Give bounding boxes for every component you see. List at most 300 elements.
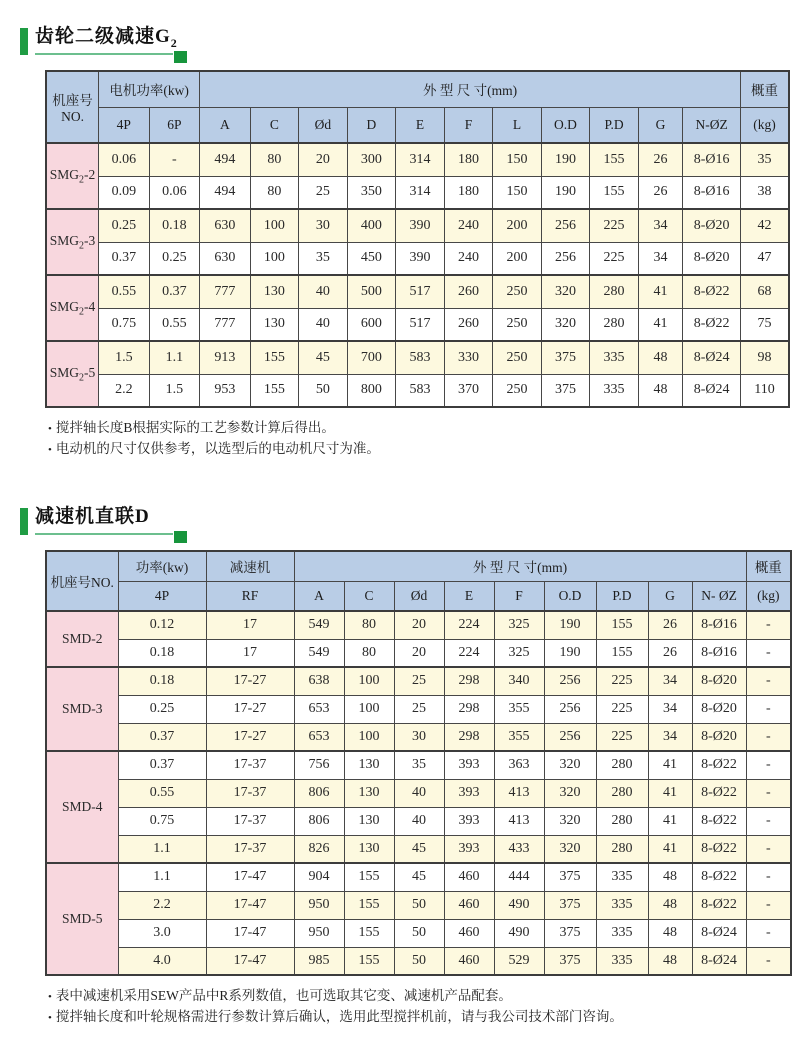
bullet-icon: • (48, 1012, 52, 1025)
header-row (46, 71, 789, 107)
table-row (46, 143, 789, 176)
table-cell: 1.1 (118, 835, 206, 863)
table-cell: 75 (740, 308, 789, 341)
table-cell: 300 (347, 143, 396, 176)
column-header: A (294, 581, 344, 611)
table-cell: 913 (200, 341, 251, 374)
table-cell: 225 (596, 667, 648, 695)
table-cell: 190 (541, 176, 590, 209)
table-cell: 756 (294, 751, 344, 779)
header-row (46, 551, 791, 581)
table-cell: 8-Ø22 (683, 275, 741, 308)
column-header: G (638, 107, 682, 143)
table-cell: 0.09 (99, 176, 150, 209)
column-header: N- ØZ (692, 581, 746, 611)
table-cell: 240 (444, 242, 493, 275)
table-cell: 494 (200, 143, 251, 176)
table-cell: - (746, 723, 791, 751)
table-cell: 375 (544, 863, 596, 891)
table-cell: 517 (396, 275, 445, 308)
table-cell: 155 (344, 919, 394, 947)
table-cell: 225 (590, 209, 639, 242)
note-item (48, 986, 792, 1007)
table-cell: 8-Ø22 (692, 891, 746, 919)
table-cell: 150 (493, 143, 542, 176)
table-cell: 41 (648, 779, 692, 807)
title-underline (35, 533, 173, 535)
table-cell: 42 (740, 209, 789, 242)
table-cell: 30 (394, 723, 444, 751)
title-text: 减速机直联D (35, 506, 150, 528)
table-cell: 47 (740, 242, 789, 275)
table-cell: 1.1 (118, 863, 206, 891)
table-cell: - (746, 639, 791, 667)
column-group-header: 电机功率(kw) (99, 71, 200, 107)
table-cell: 8-Ø24 (692, 919, 746, 947)
column-header: 4P (118, 581, 206, 611)
table-cell: 100 (344, 667, 394, 695)
table-cell: 460 (444, 919, 494, 947)
table-cell: 320 (544, 807, 596, 835)
table-row (46, 611, 791, 639)
table-cell: 700 (347, 341, 396, 374)
column-header: A (200, 107, 251, 143)
row-group-label: SMD-4 (46, 751, 118, 863)
table-cell: 985 (294, 947, 344, 975)
table-row (46, 723, 791, 751)
table-cell: 260 (444, 275, 493, 308)
table-cell: 0.55 (99, 275, 150, 308)
frame-no-header: 机座号 NO. (46, 71, 99, 143)
table-cell: 50 (394, 891, 444, 919)
table-cell: 600 (347, 308, 396, 341)
table-cell: 653 (294, 695, 344, 723)
column-header: C (344, 581, 394, 611)
table-cell: 0.18 (118, 639, 206, 667)
table-cell: - (149, 143, 200, 176)
table-cell: 180 (444, 143, 493, 176)
table-cell: 630 (200, 242, 251, 275)
row-group-label: SMD-2 (46, 611, 118, 667)
note-text: 电动机的尺寸仅供参考，以选型后的电动机尺寸为准。 (55, 441, 380, 457)
table-cell: 34 (638, 242, 682, 275)
table-cell: 130 (250, 275, 299, 308)
table-cell: 17 (206, 611, 294, 639)
table-row (46, 209, 789, 242)
table-cell: 155 (596, 639, 648, 667)
table-cell: 8-Ø24 (683, 374, 741, 407)
table-cell: 653 (294, 723, 344, 751)
table-cell: 20 (394, 611, 444, 639)
table-cell: 225 (590, 242, 639, 275)
row-group-label: SMD-5 (46, 863, 118, 975)
table-cell: 8-Ø20 (683, 242, 741, 275)
table-cell: 256 (544, 723, 596, 751)
table-cell: 314 (396, 143, 445, 176)
table-cell: 280 (590, 275, 639, 308)
table-cell: 0.37 (118, 723, 206, 751)
table-cell: 35 (299, 242, 348, 275)
table-cell: 1.1 (149, 341, 200, 374)
table-cell: 280 (596, 751, 648, 779)
spec-table-smg2 (45, 70, 790, 408)
table-cell: 250 (493, 374, 542, 407)
table-cell: 375 (544, 947, 596, 975)
column-group-header: 减速机 (206, 551, 294, 581)
table-cell: 80 (250, 143, 299, 176)
column-header: Ød (394, 581, 444, 611)
table-cell: 363 (494, 751, 544, 779)
table-cell: 180 (444, 176, 493, 209)
table-cell: 155 (590, 143, 639, 176)
table-cell: 45 (394, 835, 444, 863)
table-cell: 50 (299, 374, 348, 407)
table-cell: 20 (394, 639, 444, 667)
table-cell: 0.75 (99, 308, 150, 341)
table-cell: 320 (544, 751, 596, 779)
table-cell: 130 (250, 308, 299, 341)
table-cell: 110 (740, 374, 789, 407)
note-item (48, 418, 792, 439)
table-cell: 260 (444, 308, 493, 341)
table-cell: 375 (541, 341, 590, 374)
table-cell: 0.25 (149, 242, 200, 275)
table-cell: 250 (493, 275, 542, 308)
table-cell: 190 (544, 611, 596, 639)
title-accent-bar (20, 508, 28, 535)
table-cell: 48 (638, 374, 682, 407)
table-row (46, 947, 791, 975)
table-cell: 224 (444, 639, 494, 667)
table-cell: 325 (494, 639, 544, 667)
table-cell: 460 (444, 863, 494, 891)
table-cell: - (746, 891, 791, 919)
table-cell: 335 (590, 374, 639, 407)
table-cell: 38 (740, 176, 789, 209)
table-cell: 155 (250, 341, 299, 374)
note-text: 搅拌轴长度B根据实际的工艺参数计算后得出。 (55, 420, 335, 436)
table-cell: 8-Ø16 (692, 611, 746, 639)
table-cell: 0.55 (118, 779, 206, 807)
table-cell: 393 (444, 751, 494, 779)
table-cell: 26 (648, 611, 692, 639)
table-cell: 0.18 (118, 667, 206, 695)
column-header: 4P (99, 107, 150, 143)
column-group-header: 外 型 尺 寸(mm) (294, 551, 746, 581)
table-cell: 826 (294, 835, 344, 863)
column-header: D (347, 107, 396, 143)
table-cell: 34 (648, 667, 692, 695)
note-text: 搅拌轴长度和叶轮规格需进行参数计算后确认，选用此型搅拌机前，请与我公司技术部门咨询。 (55, 1009, 623, 1025)
table-cell: 100 (344, 723, 394, 751)
table-cell: 8-Ø22 (692, 751, 746, 779)
table-cell: 48 (648, 863, 692, 891)
table-cell: 48 (648, 947, 692, 975)
table-cell: 256 (541, 209, 590, 242)
table-cell: 375 (544, 919, 596, 947)
table-row (46, 779, 791, 807)
table-cell: 8-Ø20 (692, 723, 746, 751)
column-header: RF (206, 581, 294, 611)
table-cell: 3.0 (118, 919, 206, 947)
table-cell: 50 (394, 919, 444, 947)
table-cell: 529 (494, 947, 544, 975)
table-cell: 320 (541, 275, 590, 308)
table-cell: 393 (444, 835, 494, 863)
table-cell: 0.06 (99, 143, 150, 176)
column-header: F (444, 107, 493, 143)
table-cell: 413 (494, 807, 544, 835)
table-cell: 583 (396, 374, 445, 407)
table-row (46, 807, 791, 835)
row-group-label: $SMG_2-2$ (46, 143, 99, 209)
table-cell: 777 (200, 308, 251, 341)
column-header: N-ØZ (683, 107, 741, 143)
table-cell: 1.5 (99, 341, 150, 374)
table-cell: 17-37 (206, 751, 294, 779)
table-cell: 20 (299, 143, 348, 176)
table-cell: 280 (590, 308, 639, 341)
table-cell: 0.37 (99, 242, 150, 275)
table-cell: 335 (596, 891, 648, 919)
table-cell: 250 (493, 341, 542, 374)
table-cell: 350 (347, 176, 396, 209)
table-row (46, 891, 791, 919)
table-cell: - (746, 947, 791, 975)
table-cell: 390 (396, 242, 445, 275)
table-cell: 4.0 (118, 947, 206, 975)
table-cell: - (746, 835, 791, 863)
table-cell: 340 (494, 667, 544, 695)
table-cell: 155 (344, 863, 394, 891)
section-title-reducer-direct (20, 506, 792, 535)
notes-list (48, 418, 792, 460)
note-item (48, 1007, 792, 1028)
header-row (46, 581, 791, 611)
table-cell: 17-37 (206, 835, 294, 863)
table-cell: 17-47 (206, 919, 294, 947)
table-cell: 390 (396, 209, 445, 242)
table-cell: 953 (200, 374, 251, 407)
column-group-header: 概重 (740, 71, 789, 107)
table-cell: 45 (394, 863, 444, 891)
table-cell: 98 (740, 341, 789, 374)
table-cell: 450 (347, 242, 396, 275)
table-cell: - (746, 919, 791, 947)
note-text: 表中减速机采用SEW产品中R系列数值，也可选取其它变、减速机产品配套。 (55, 988, 512, 1004)
table-cell: 8-Ø22 (692, 863, 746, 891)
table-row (46, 374, 789, 407)
table-cell: - (746, 611, 791, 639)
table-cell: 17-27 (206, 723, 294, 751)
table-cell: 100 (250, 242, 299, 275)
table-cell: 80 (344, 611, 394, 639)
table-cell: - (746, 751, 791, 779)
table-cell: 8-Ø22 (692, 835, 746, 863)
column-header: Ød (299, 107, 348, 143)
table-cell: 280 (596, 779, 648, 807)
table-cell: 0.25 (99, 209, 150, 242)
table-row (46, 341, 789, 374)
table-row (46, 275, 789, 308)
table-cell: 0.37 (118, 751, 206, 779)
table-cell: 375 (544, 891, 596, 919)
title-subscript: 2 (170, 35, 178, 50)
table-cell: 41 (638, 275, 682, 308)
table-cell: 224 (444, 611, 494, 639)
table-cell: 0.18 (149, 209, 200, 242)
column-header: E (396, 107, 445, 143)
table-cell: 130 (344, 779, 394, 807)
table-cell: 400 (347, 209, 396, 242)
table-cell: 100 (344, 695, 394, 723)
table-cell: 500 (347, 275, 396, 308)
column-header: P.D (596, 581, 648, 611)
table-cell: 225 (596, 695, 648, 723)
header-row (46, 107, 789, 143)
table-row (46, 919, 791, 947)
table-cell: 40 (394, 807, 444, 835)
table-cell: 40 (394, 779, 444, 807)
table-cell: 25 (394, 667, 444, 695)
table-cell: 200 (493, 242, 542, 275)
table-cell: 41 (638, 308, 682, 341)
table-cell: 630 (200, 209, 251, 242)
title-underline (35, 53, 173, 55)
row-group-label: $SMG_2-3$ (46, 209, 99, 275)
bullet-icon: • (48, 444, 52, 457)
table-row (46, 863, 791, 891)
table-cell: 41 (648, 835, 692, 863)
table-cell: 800 (347, 374, 396, 407)
table-cell: 26 (638, 143, 682, 176)
title-end-square (174, 531, 187, 543)
table-cell: 100 (250, 209, 299, 242)
table-cell: 2.2 (99, 374, 150, 407)
table-cell: 8-Ø20 (692, 695, 746, 723)
title-accent-bar (20, 28, 28, 55)
table-cell: 130 (344, 807, 394, 835)
title-text: 齿轮二级减速G (35, 26, 171, 47)
table-cell: 335 (596, 947, 648, 975)
column-group-header: 功率(kw) (118, 551, 206, 581)
table-cell: 0.25 (118, 695, 206, 723)
column-group-header: 外 型 尺 寸(mm) (200, 71, 741, 107)
table-cell: 8-Ø20 (692, 667, 746, 695)
column-header: L (493, 107, 542, 143)
table-cell: 8-Ø16 (683, 143, 741, 176)
table-cell: 355 (494, 723, 544, 751)
table-cell: 638 (294, 667, 344, 695)
table-cell: 0.12 (118, 611, 206, 639)
table-cell: 25 (299, 176, 348, 209)
table-cell: 320 (541, 308, 590, 341)
table-cell: 48 (648, 919, 692, 947)
table-cell: 549 (294, 639, 344, 667)
table-row (46, 695, 791, 723)
table-cell: 8-Ø16 (683, 176, 741, 209)
table-cell: 8-Ø22 (692, 807, 746, 835)
frame-no-header: 机座号NO. (46, 551, 118, 611)
table-cell: - (746, 863, 791, 891)
table-cell: 130 (344, 751, 394, 779)
table-cell: 130 (344, 835, 394, 863)
spec-table-smd (45, 550, 792, 976)
table-cell: 35 (394, 751, 444, 779)
table-cell: 17-27 (206, 695, 294, 723)
page-title (35, 26, 178, 50)
table-cell: - (746, 779, 791, 807)
table-cell: 0.06 (149, 176, 200, 209)
table-cell: 494 (200, 176, 251, 209)
table-cell: 0.37 (149, 275, 200, 308)
table-cell: 190 (544, 639, 596, 667)
table-cell: 433 (494, 835, 544, 863)
table-cell: 8-Ø20 (683, 209, 741, 242)
table-cell: 155 (250, 374, 299, 407)
table-cell: 298 (444, 667, 494, 695)
column-header: O.D (544, 581, 596, 611)
column-header: 6P (149, 107, 200, 143)
table-cell: 950 (294, 919, 344, 947)
table-cell: 490 (494, 891, 544, 919)
row-group-label: $SMG_2-4$ (46, 275, 99, 341)
table-cell: 17-47 (206, 891, 294, 919)
table-cell: - (746, 695, 791, 723)
table-cell: 48 (638, 341, 682, 374)
table-cell: 17-27 (206, 667, 294, 695)
table-cell: - (746, 807, 791, 835)
table-cell: 777 (200, 275, 251, 308)
table-cell: 45 (299, 341, 348, 374)
table-cell: 0.55 (149, 308, 200, 341)
table-cell: 240 (444, 209, 493, 242)
table-cell: 335 (596, 863, 648, 891)
table-cell: 950 (294, 891, 344, 919)
table-cell: 335 (590, 341, 639, 374)
table-row (46, 176, 789, 209)
title-end-square (174, 51, 187, 63)
table-cell: 325 (494, 611, 544, 639)
note-item (48, 439, 792, 460)
table-cell: 200 (493, 209, 542, 242)
table-cell: 330 (444, 341, 493, 374)
table-cell: 256 (544, 695, 596, 723)
bullet-icon: • (48, 991, 52, 1004)
table-cell: 2.2 (118, 891, 206, 919)
table-cell: 40 (299, 308, 348, 341)
table-cell: 583 (396, 341, 445, 374)
table-cell: 370 (444, 374, 493, 407)
table-cell: 34 (648, 723, 692, 751)
table-cell: 517 (396, 308, 445, 341)
table-cell: - (746, 667, 791, 695)
table-row (46, 242, 789, 275)
table-cell: 806 (294, 807, 344, 835)
table-cell: 1.5 (149, 374, 200, 407)
table-cell: 155 (344, 947, 394, 975)
table-cell: 250 (493, 308, 542, 341)
column-header: C (250, 107, 299, 143)
table-cell: 25 (394, 695, 444, 723)
table-row (46, 667, 791, 695)
table-cell: 80 (250, 176, 299, 209)
table-cell: 35 (740, 143, 789, 176)
table-cell: 280 (596, 835, 648, 863)
table-cell: 460 (444, 891, 494, 919)
table-cell: 375 (541, 374, 590, 407)
table-cell: 50 (394, 947, 444, 975)
